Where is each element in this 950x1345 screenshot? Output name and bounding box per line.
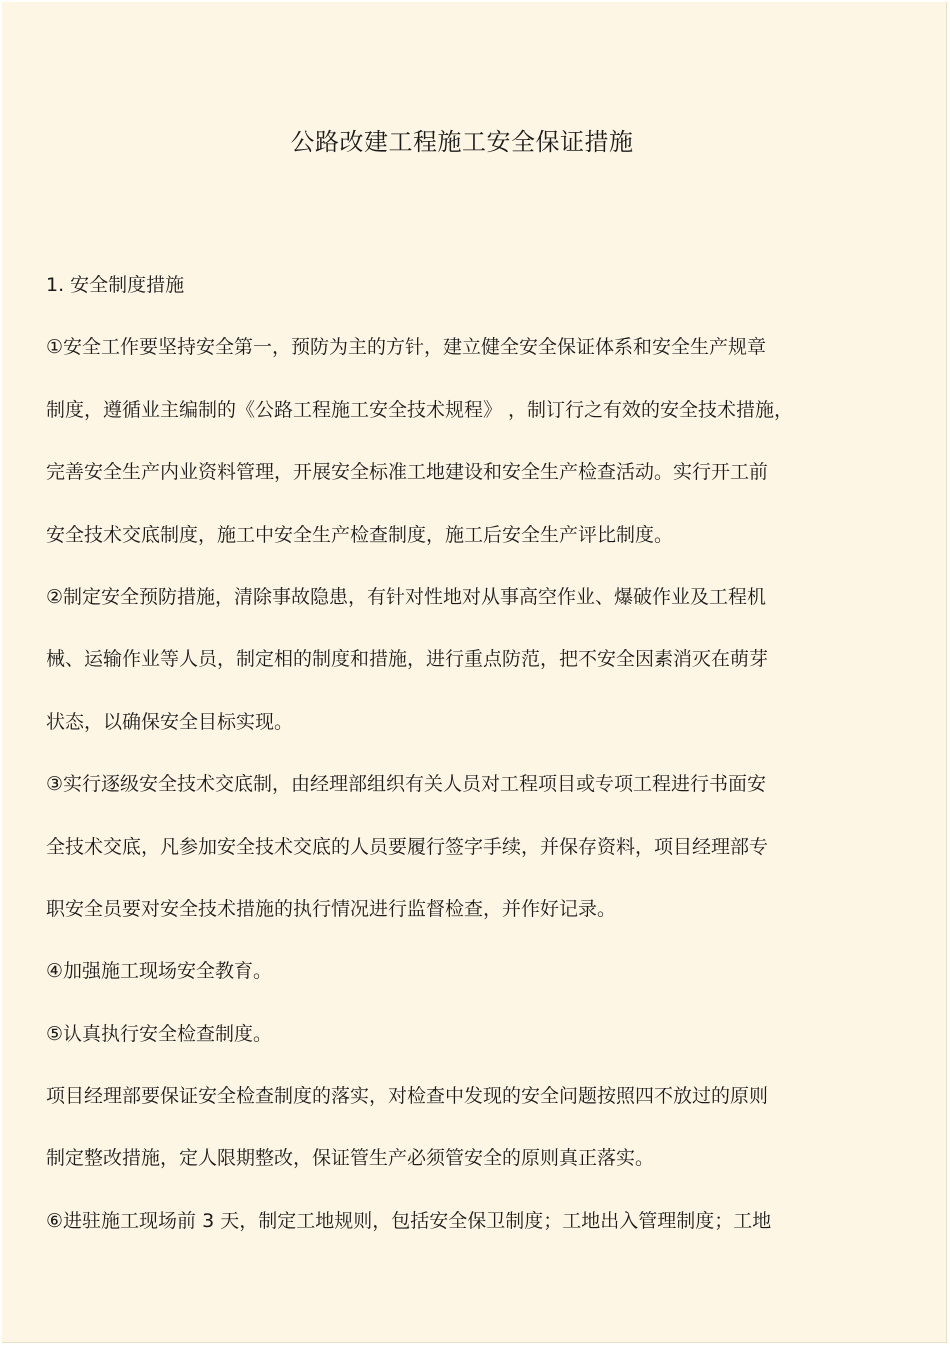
paragraph-line: 状态，以确保安全目标实现。 [46, 710, 294, 733]
paragraph-line: 安全技术交底制度，施工中安全生产检查制度，施工后安全生产评比制度。 [46, 523, 674, 546]
document-body [46, 266, 906, 1264]
paragraph-line: ③实行逐级安全技术交底制，由经理部组织有关人员对工程项目或专项工程进行书面安 [46, 773, 767, 796]
paragraph-line: ⑥进驻施工现场前 3 天，制定工地规则，包括安全保卫制度；工地出入管理制度；工地 [46, 1209, 772, 1232]
paragraph-line: 制度，遵循业主编制的《公路工程施工安全技术规程》 ，制订行之有效的安全技术措施， [46, 398, 794, 421]
paragraph-line: ②制定安全预防措施，清除事故隐患，有针对性地对从事高空作业、爆破作业及工程机 [46, 585, 767, 608]
paragraph-line: ⑤认真执行安全检查制度。 [46, 1022, 273, 1045]
document-title: 公路改建工程施工安全保证措施 [290, 128, 634, 156]
paragraph-line: 全技术交底，凡参加安全技术交底的人员要履行签字手续，并保存资料，项目经理部专 [46, 835, 769, 858]
paragraph-line: 完善安全生产内业资料管理，开展安全标准工地建设和安全生产检查活动。实行开工前 [46, 461, 769, 484]
section-heading: 1. 安全制度措施 [46, 274, 185, 296]
paragraph-line: ④加强施工现场安全教育。 [46, 960, 273, 983]
paragraph-line: 项目经理部要保证安全检查制度的落实，对检查中发现的安全问题按照四不放过的原则 [46, 1085, 769, 1108]
paragraph-line: 械、运输作业等人员，制定相的制度和措施，进行重点防范，把不安全因素消灭在萌芽 [46, 648, 769, 671]
paragraph-line: 制定整改措施，定人限期整改，保证管生产必须管安全的原则真正落实。 [46, 1147, 655, 1170]
paragraph-line: ①安全工作要坚持安全第一，预防为主的方针，建立健全安全保证体系和安全生产规章 [46, 336, 767, 359]
document-page [2, 2, 947, 1343]
paragraph-line: 职安全员要对安全技术措施的执行情况进行监督检查，并作好记录。 [46, 897, 617, 920]
